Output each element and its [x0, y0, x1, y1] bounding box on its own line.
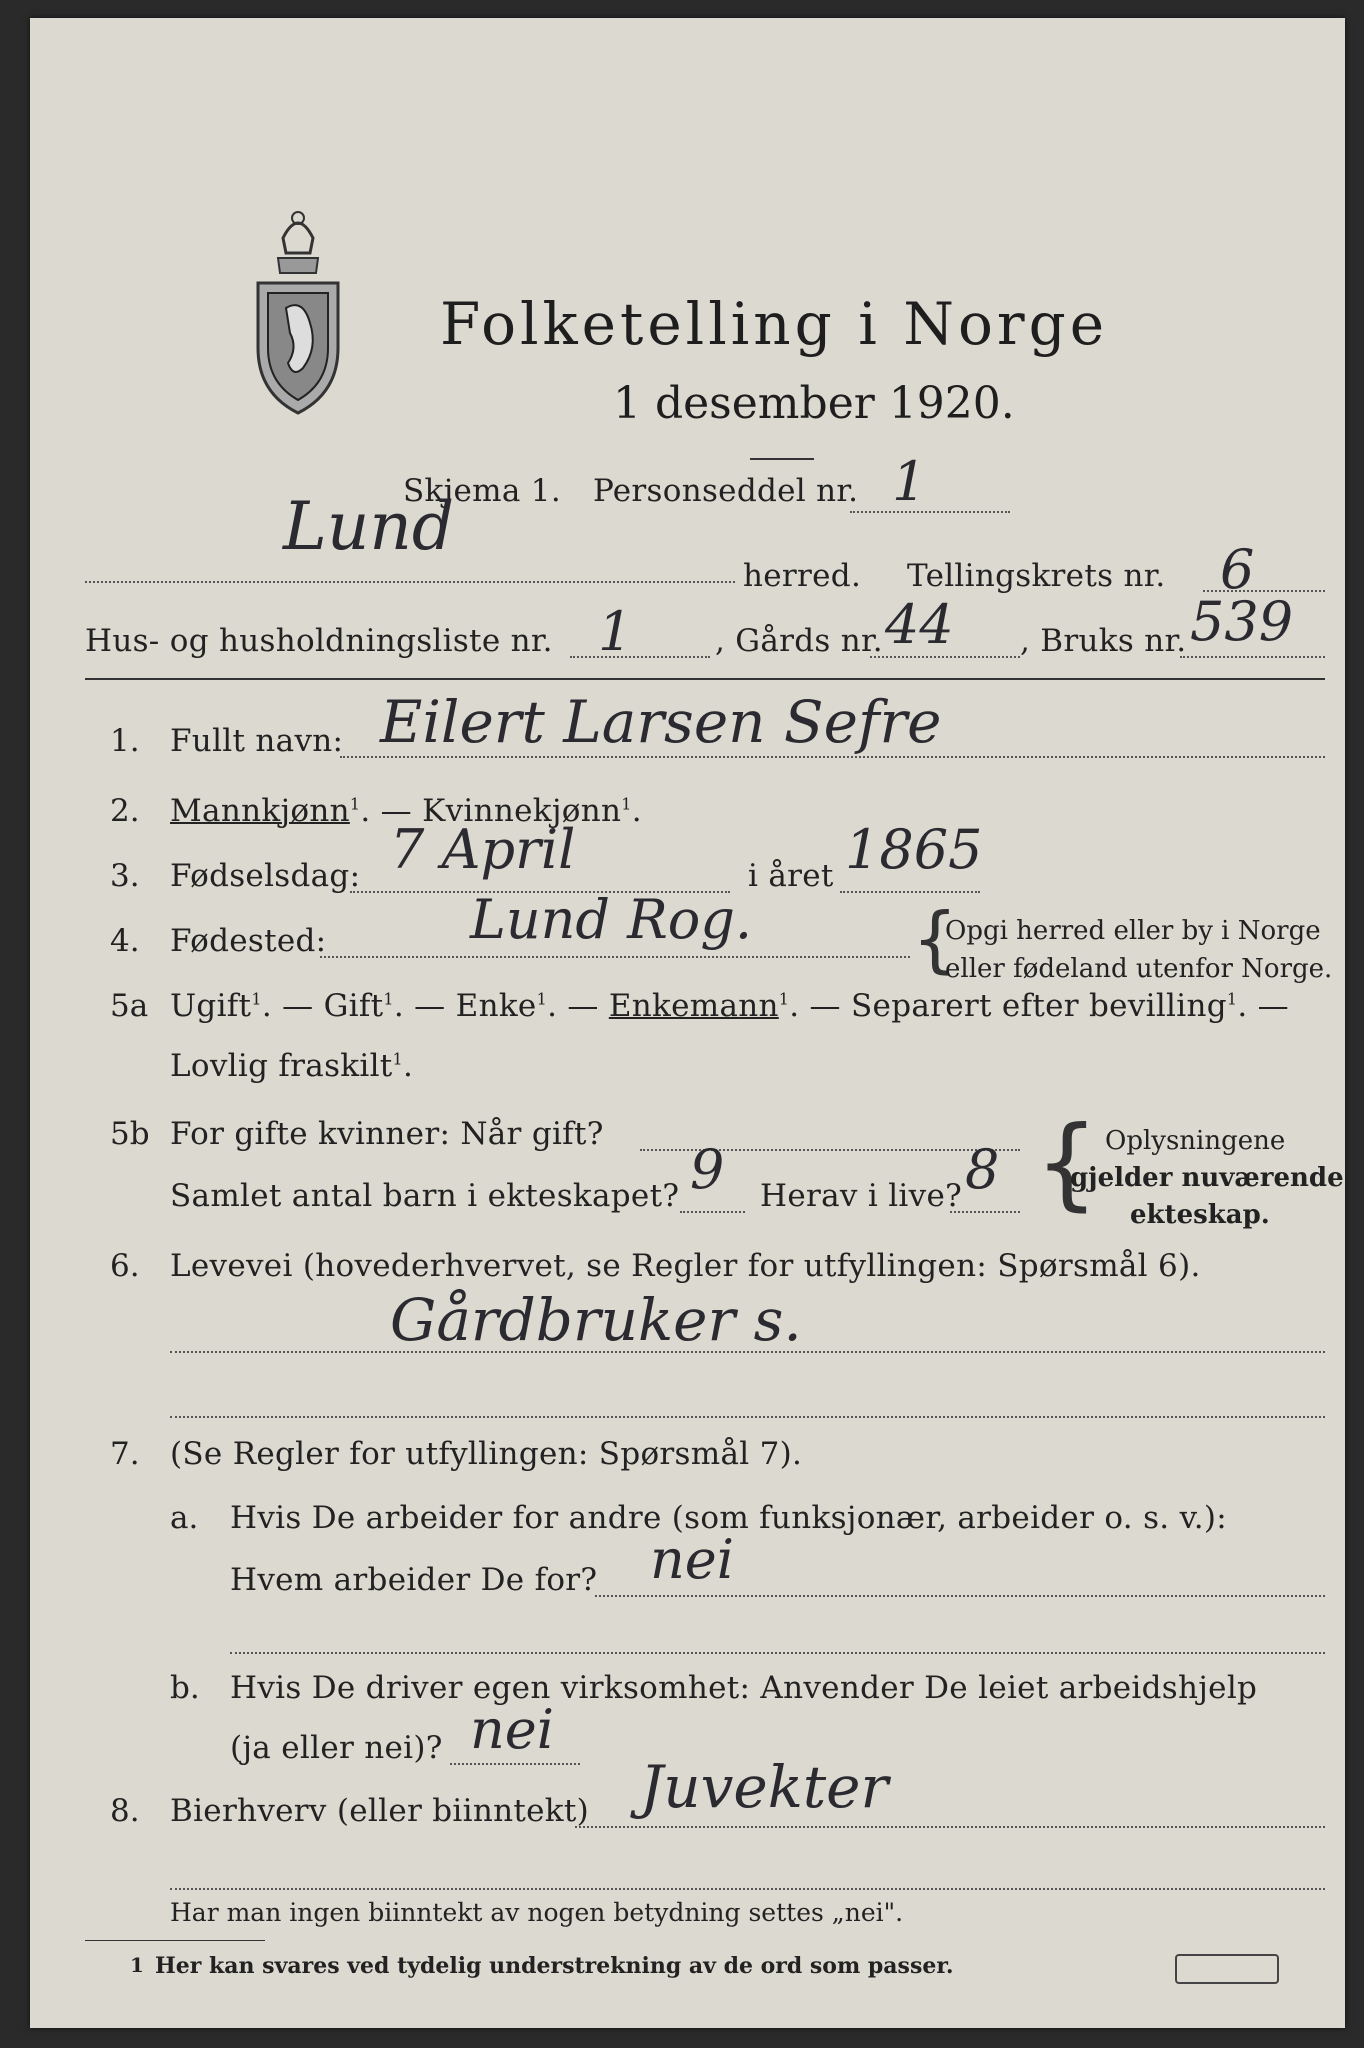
- footnote-ref: 1: [536, 989, 548, 1009]
- q4-label: Fødested:: [170, 923, 327, 959]
- footnote-ref: 1: [621, 794, 632, 814]
- q3-number: 3.: [110, 858, 140, 894]
- q4-line: [320, 956, 910, 958]
- q3-label: Fødselsdag:: [170, 858, 361, 894]
- q5a-enkemann-option[interactable]: Enkemann: [608, 988, 779, 1024]
- skjema-label: Skjema 1.: [403, 473, 561, 509]
- q7a-letter: a.: [170, 1500, 199, 1536]
- q5b-note-1: Oplysningene: [1105, 1126, 1286, 1156]
- q5a-fraskilt-option[interactable]: Lovlig fraskilt: [170, 1048, 393, 1084]
- q4-note-1: Opgi herred eller by i Norge: [945, 916, 1321, 946]
- form-date: 1 desember 1920.: [613, 378, 1015, 429]
- q6-number: 6.: [110, 1248, 140, 1284]
- herred-label: herred.: [743, 558, 862, 594]
- q7a-who-line: [595, 1595, 1325, 1597]
- q5b-barn-value[interactable]: 9: [690, 1138, 725, 1201]
- q7-label: (Se Regler for utfyllingen: Spørsmål 7).: [170, 1436, 803, 1472]
- q3-year-line: [840, 891, 980, 893]
- bruks-value[interactable]: 539: [1190, 590, 1294, 653]
- q3-value[interactable]: 7 April: [390, 818, 576, 881]
- q7a-line-2: [230, 1652, 1325, 1654]
- norway-coat-of-arms-icon: [248, 198, 348, 418]
- q7a-label: Hvis De arbeider for andre (som funksjonær, arbeider o. s. v.):: [230, 1500, 1228, 1536]
- husholdning-label: Hus- og husholdningsliste nr.: [85, 623, 553, 659]
- q5a-number: 5a: [110, 988, 149, 1024]
- footnote-mark: 1: [130, 1953, 144, 1977]
- q5a-enke-option[interactable]: Enke: [455, 988, 537, 1024]
- q7b-ja-label: (ja eller nei)?: [230, 1730, 443, 1766]
- footnote-text: Her kan svares ved tydelig understrekning av de ord som passer.: [155, 1953, 954, 1979]
- bruks-line: [1180, 656, 1325, 658]
- herred-value[interactable]: Lund: [283, 488, 455, 565]
- husholdning-line: [570, 656, 710, 658]
- q5a-separert-option[interactable]: Separert efter bevilling: [851, 988, 1227, 1024]
- footnote-ref: 1: [1226, 989, 1238, 1009]
- footnote-divider: [85, 1940, 265, 1941]
- gards-value[interactable]: 44: [885, 593, 954, 656]
- tellingskrets-label: Tellingskrets nr.: [907, 558, 1166, 594]
- footer-note: Har man ingen biinntekt av nogen betydning settes „nei".: [170, 1898, 904, 1927]
- q8-number: 8.: [110, 1793, 140, 1829]
- form-title: Folketelling i Norge: [440, 290, 1109, 358]
- q2-separator: . —: [360, 793, 423, 829]
- herred-line: [85, 581, 735, 583]
- q7a-who-label: Hvem arbeider De for?: [230, 1562, 598, 1598]
- footnote-ref: 1: [383, 989, 394, 1009]
- footnote-ref: 1: [392, 1049, 404, 1069]
- husholdning-value[interactable]: 1: [598, 600, 633, 663]
- q8-label: Bierhverv (eller biinntekt): [170, 1793, 590, 1829]
- q1-label: Fullt navn:: [170, 723, 344, 759]
- q6-value[interactable]: Gårdbruker s.: [390, 1286, 802, 1354]
- q5b-live-value[interactable]: 8: [965, 1138, 1000, 1201]
- q4-note-2: eller fødeland utenfor Norge.: [945, 954, 1333, 984]
- footnote-ref: 1: [778, 989, 790, 1009]
- q5a-options: Ugift$^1$. — Gift$^1$. — Enke$^1$. — Enkemann$^1$. — Separert efter bevilling$^1$. —: [170, 988, 1289, 1024]
- q6-line-2: [170, 1416, 1325, 1418]
- q1-value[interactable]: Eilert Larsen Sefre: [380, 688, 942, 756]
- q7b-ja-value[interactable]: nei: [470, 1698, 555, 1761]
- q5a-gift-option[interactable]: Gift: [323, 988, 384, 1024]
- gards-line: [870, 656, 1020, 658]
- footnote-ref: 1: [251, 989, 262, 1009]
- q5a-ugift-option[interactable]: Ugift: [170, 988, 252, 1024]
- q5b-note-3: ekteskap.: [1130, 1200, 1270, 1230]
- printer-stamp-icon: [1175, 1954, 1279, 1984]
- personseddel-label: Personseddel nr.: [593, 473, 859, 509]
- q5b-barn-label: Samlet antal barn i ekteskapet?: [170, 1178, 680, 1214]
- q7b-label: Hvis De driver egen virksomhet: Anvender De leiet arbeidshjelp: [230, 1670, 1258, 1706]
- q4-brace: {: [912, 897, 958, 981]
- tellingskrets-value[interactable]: 6: [1220, 538, 1255, 601]
- q5b-brace: {: [1035, 1104, 1099, 1221]
- q8-line-2: [170, 1888, 1325, 1890]
- q5a-fraskilt-row: Lovlig fraskilt$^1$.: [170, 1048, 414, 1084]
- q7-number: 7.: [110, 1436, 140, 1472]
- bruks-label: , Bruks nr.: [1020, 623, 1187, 659]
- q3-year-value[interactable]: 1865: [845, 818, 983, 881]
- census-form-page: [30, 18, 1345, 2028]
- q7a-who-value[interactable]: nei: [650, 1528, 735, 1591]
- q3-year-label: i året: [748, 858, 834, 894]
- q5b-note-2: gjelder nuværende: [1070, 1163, 1344, 1193]
- header-divider: [85, 678, 1325, 680]
- personseddel-value[interactable]: 1: [892, 450, 927, 513]
- q1-number: 1.: [110, 723, 140, 759]
- q7b-ja-line: [450, 1763, 580, 1765]
- q4-value[interactable]: Lund Rog.: [470, 888, 753, 951]
- q6-label: Levevei (hovederhvervet, se Regler for utfyllingen: Spørsmål 6).: [170, 1248, 1201, 1284]
- q2-female-option[interactable]: Kvinnekjønn: [422, 793, 622, 829]
- q5b-label: For gifte kvinner: Når gift?: [170, 1116, 604, 1152]
- q8-value[interactable]: Juvekter: [640, 1753, 889, 1821]
- q5b-live-line: [950, 1211, 1020, 1213]
- q4-number: 4.: [110, 923, 140, 959]
- q2-number: 2.: [110, 793, 140, 829]
- q1-line: [340, 756, 1325, 758]
- q8-line: [575, 1826, 1325, 1828]
- q5b-number: 5b: [110, 1116, 150, 1152]
- divider: [750, 458, 814, 460]
- q7b-letter: b.: [170, 1670, 200, 1706]
- personseddel-line: [850, 511, 1010, 513]
- q6-line-1: [170, 1351, 1325, 1353]
- gards-label: , Gårds nr.: [715, 623, 883, 659]
- q5b-live-label: Herav i live?: [760, 1178, 963, 1214]
- q2-end: .: [631, 793, 642, 829]
- q2-male-option[interactable]: Mannkjønn: [170, 793, 350, 829]
- footnote-ref: 1: [349, 794, 361, 814]
- q5b-barn-line: [680, 1211, 745, 1213]
